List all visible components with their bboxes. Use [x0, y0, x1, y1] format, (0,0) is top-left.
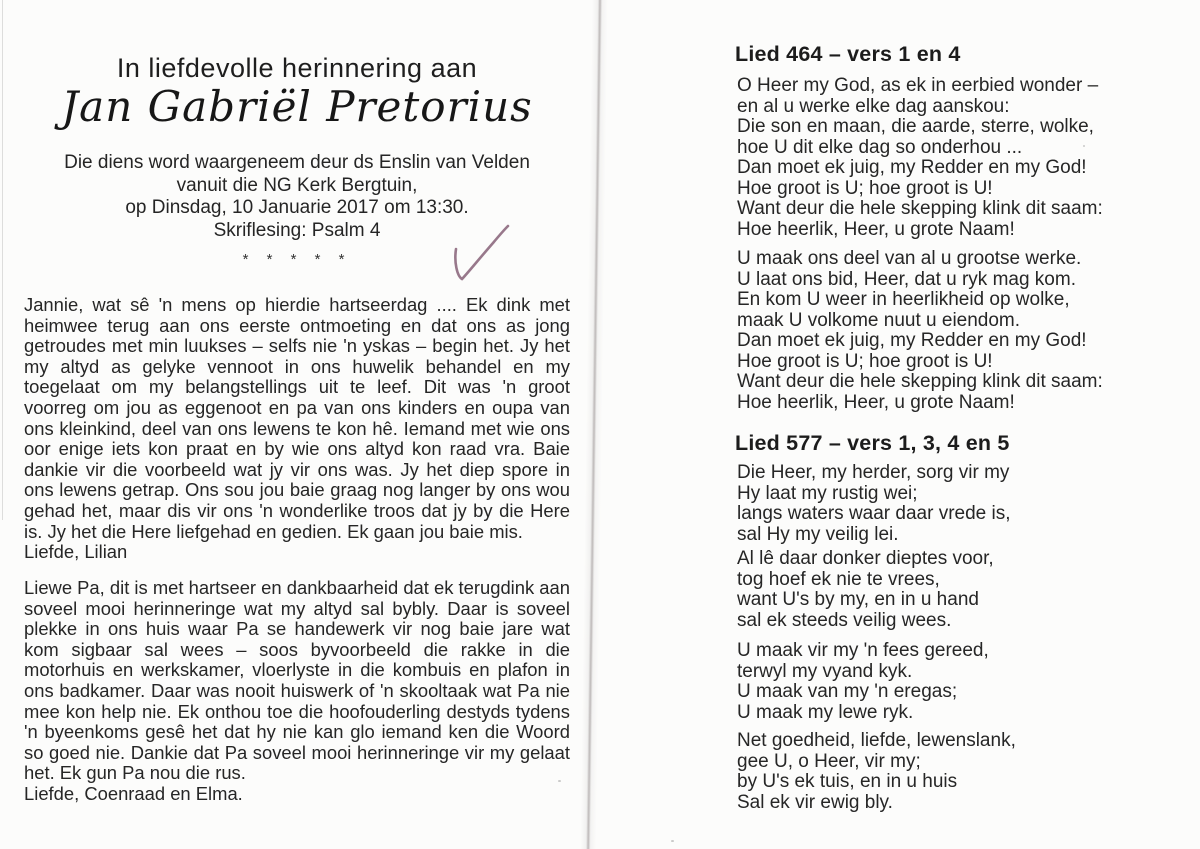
hymn-line: Want deur die hele skepping klink dit saam:	[737, 198, 1103, 219]
separator-stars: * * * * *	[242, 251, 352, 268]
tribute-coenraad-elma-signature: Liefde, Coenraad en Elma.	[24, 782, 243, 804]
service-details-line-3: op Dinsdag, 10 Januarie 2017 om 13:30.	[125, 197, 469, 218]
pen-checkmark	[445, 218, 517, 290]
hymn-line: Hoe groot is U; hoe groot is U!	[737, 177, 993, 199]
hymn-line: U maak van my 'n eregas;	[737, 681, 958, 702]
dust-speck	[1083, 145, 1085, 147]
right-page	[737, 0, 1157, 849]
hymn-line: U maak my lewe ryk.	[737, 701, 914, 723]
tribute-coenraad-elma-body: Liewe Pa, dit is met hartseer en dankbaarheid dat ek terugdink aan soveel mooi herinneringe wat my altyd sal bybly. Daar is soveel plekke in ons huis waar Pa se handewerk vir nog baie jare wat kom sigbaar sal wees – soos byvoorbeeld die rakke in die motorhuis en werkskamer, vloerlyste in die kombuis en plafon in ons badkamer. Daar was nooit huiswerk of 'n skooltaak wat Pa nie mee kon help nie. Ek onthou toe die hoofouderling destyds tydens 'n byeenkoms gesê het dat hy nie kan glo iemand ken die Woord so goed nie. Dankie dat Pa soveel mooi herinneringe vir my gelaat het. Ek gun Pa nou die rus.	[24, 577, 570, 784]
hymn-line: Net goedheid, liefde, lewenslank,	[737, 730, 1016, 751]
hymn-line: Dan moet ek juig, my Redder en my God!	[737, 157, 1087, 178]
tribute-lilian-body: Jannie, wat sê 'n mens op hierdie hartseerdag .... Ek dink met heimwee terug aan ons eerste ontmoeting en dat ons as jong getroudes met min luukses – selfs nie 'n yskas – begin het. Jy het my altyd as gelyke vennoot in ons huwelik behandel en my toegelaat om my belangstellings uit te leef. Dit was 'n groot voorreg om jou as eggenoot en pa van ons kinders en oupa van ons kleinkind, deel van ons lewens te kon hê. Iemand met wie ons oor enige iets kon praat en by wie ons altyd kon raad vra. Baie dankie vir die voorbeeld wat jy vir ons was. Jy het diep spore in ons lewens getrap. Ons sou jou baie graag nog langer by ons wou gehad het, maar dis vir ons 'n wonderlike troos dat jy by die Here is. Jy het die Here liefgehad en gedien. Ek gaan jou baie mis.	[24, 294, 570, 542]
hymn-line: tog hoef ek nie te vrees,	[737, 568, 940, 590]
deceased-name: Jan Gabriël Pretorius	[61, 82, 533, 131]
service-details-line-2: vanuit die NG Kerk Bergtuin,	[176, 174, 418, 196]
hymn-line: Hoe groot is U; hoe groot is U!	[737, 350, 993, 372]
hymn-line: hoe U dit elke dag so onderhou ...	[737, 136, 1023, 158]
dust-speck	[671, 840, 674, 842]
tribute-lilian	[24, 295, 570, 563]
hymn-577-stanza-1	[737, 463, 1157, 545]
hymn-line: Die son en maan, die aarde, sterre, wolke,	[737, 116, 1094, 137]
left-page	[24, 0, 570, 849]
tribute-lilian-signature: Liefde, Lilian	[24, 541, 128, 563]
hymn-line: U laat ons bid, Heer, dat u ryk mag kom.	[737, 268, 1076, 290]
page-edge-shadow	[2, 0, 3, 520]
hymn-line: langs waters waar daar vrede is,	[737, 503, 1011, 524]
hymn-line: Sal ek vir ewig bly.	[737, 791, 893, 813]
hymn-line: Want deur die hele skepping klink dit saam:	[737, 371, 1103, 392]
tribute-coenraad-elma	[24, 578, 570, 805]
hymn-464-title: Lied 464 – vers 1 en 4	[735, 42, 961, 66]
hymn-464-stanza-1	[737, 76, 1157, 240]
hymn-line: maak U volkome nuut u eiendom.	[737, 309, 1021, 331]
hymn-line: U maak ons deel van al u grootse werke.	[737, 248, 1082, 269]
hymn-line: en al u werke elke dag aanskou:	[737, 95, 1010, 117]
hymn-line: Dan moet ek juig, my Redder en my God!	[737, 330, 1087, 351]
hymn-line: O Heer my God, as ek in eerbied wonder –	[737, 75, 1099, 96]
service-details-line-1: Die diens word waargeneem deur ds Enslin van Velden	[64, 152, 530, 173]
hymn-line: sal Hy my veilig lei.	[737, 523, 899, 545]
hymn-577-stanza-4	[737, 731, 1157, 813]
fold-crease	[580, 0, 608, 849]
hymn-line: Hoe heerlik, Heer, u grote Naam!	[737, 218, 1015, 240]
fold-crease-line	[587, 0, 601, 849]
hymn-line: En kom U weer in heerlikheid op wolke,	[737, 289, 1070, 310]
hymn-line: sal ek steeds veilig wees.	[737, 609, 952, 631]
hymn-line: want U's by my, en in u hand	[737, 589, 979, 610]
hymn-line: Hoe heerlik, Heer, u grote Naam!	[737, 391, 1015, 413]
hymn-577-stanza-2	[737, 549, 1157, 631]
service-details-line-4: Skriflesing: Psalm 4	[213, 219, 381, 241]
hymn-line: Al lê daar donker dieptes voor,	[737, 548, 994, 569]
hymn-577-title: Lied 577 – vers 1, 3, 4 en 5	[735, 431, 1010, 455]
hymn-577-stanza-3	[737, 641, 1157, 723]
hymn-line: Hy laat my rustig wei;	[737, 482, 918, 504]
hymn-line: Die Heer, my herder, sorg vir my	[737, 462, 1010, 483]
hymn-line: terwyl my vyand kyk.	[737, 660, 913, 682]
pen-checkmark-stroke	[455, 226, 508, 279]
dust-speck	[558, 780, 561, 782]
hymn-line: by U's ek tuis, en in u huis	[737, 771, 958, 792]
hymn-464-stanza-2	[737, 249, 1157, 413]
hymn-line: gee U, o Heer, vir my;	[737, 750, 921, 772]
memorial-title: In liefdevolle herinnering aan	[116, 53, 478, 83]
hymn-line: U maak vir my 'n fees gereed,	[737, 640, 989, 661]
